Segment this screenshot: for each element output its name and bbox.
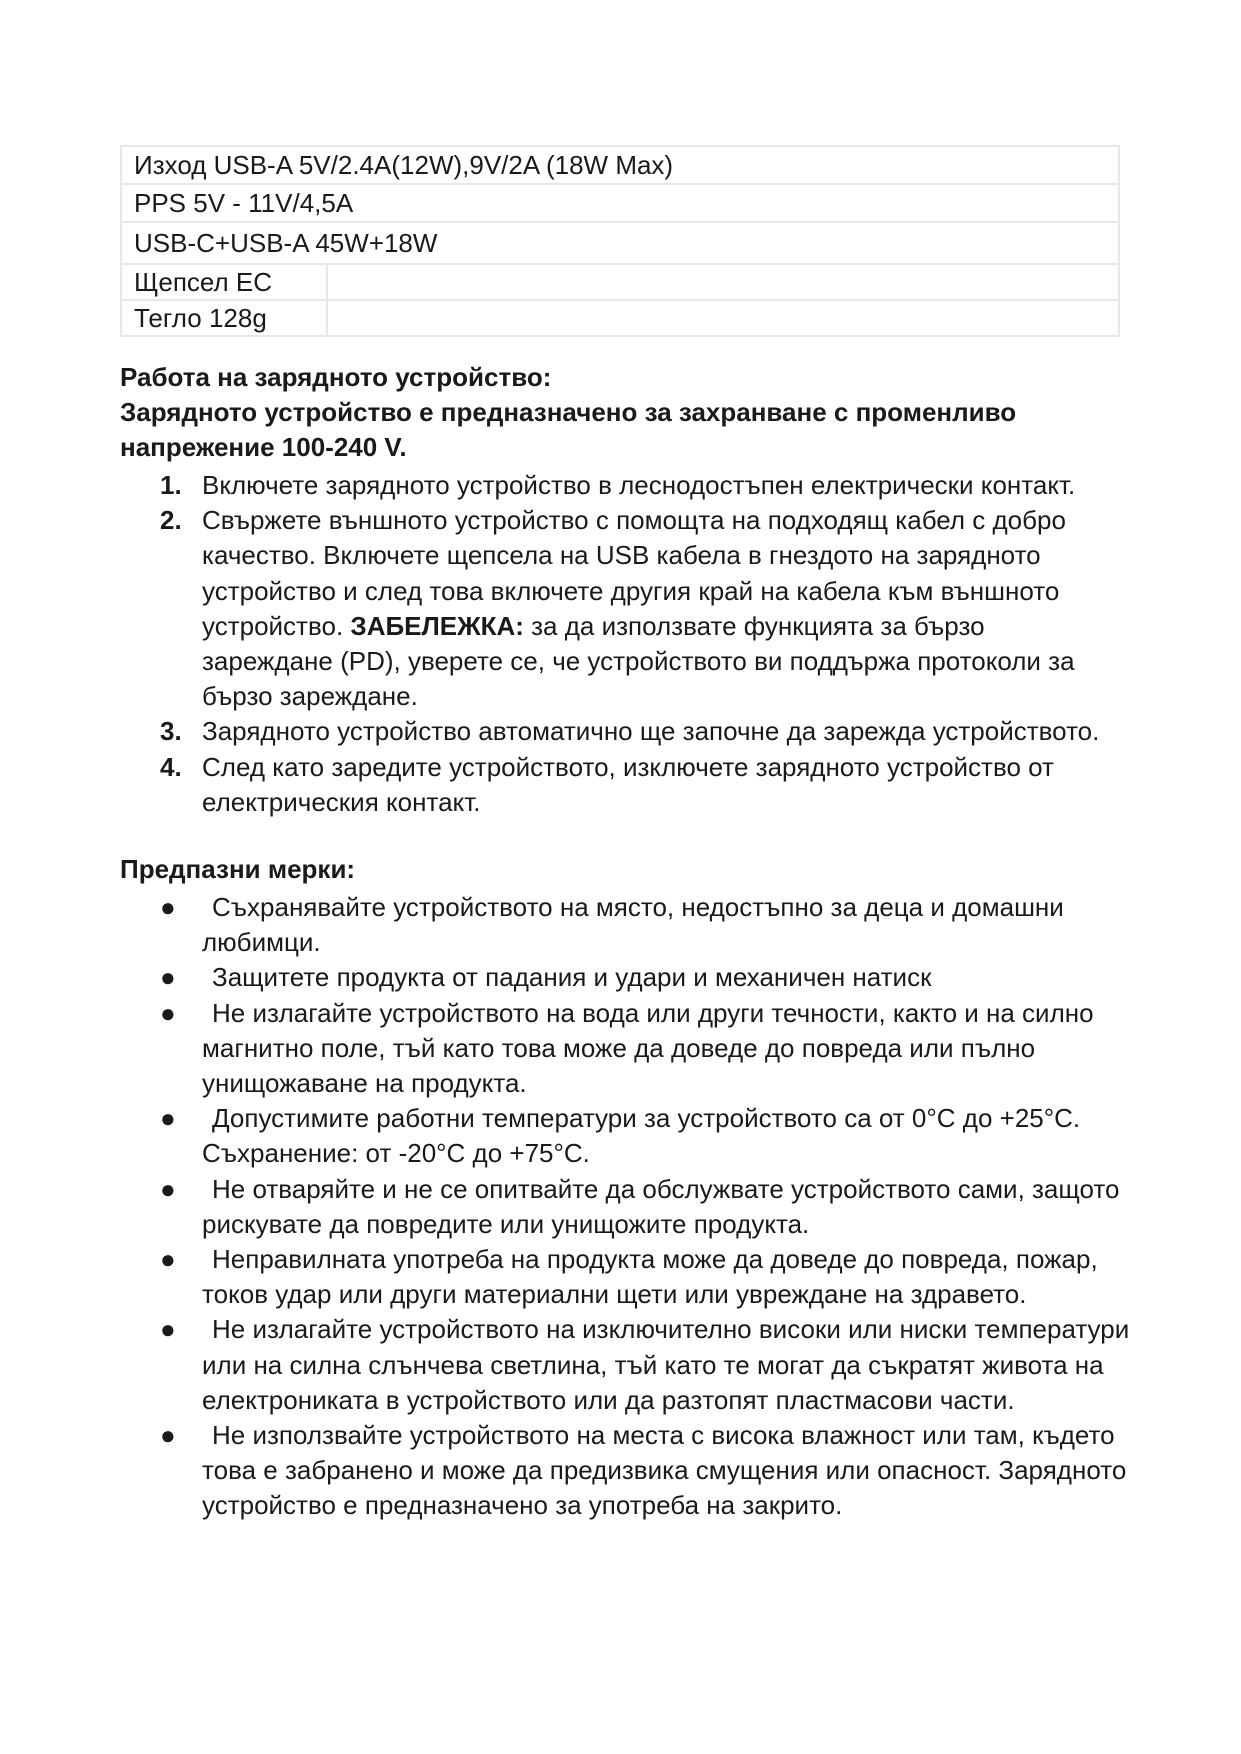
precaution-text: Не излагайте устройството на вода или други течности, както и на силно магнитно поле, тъй като това може да доведе до повреда или пълно унищожаване на продукта. <box>202 997 1094 1099</box>
precaution-item <box>160 890 1140 960</box>
precaution-item <box>160 1312 1140 1418</box>
operation-intro: Зарядното устройство е предназначено за захранване с променливо напрежение 100-240 V. <box>120 397 1017 462</box>
bullet-icon: ● <box>160 997 176 1028</box>
step-item <box>160 714 1120 749</box>
spec-value-cell <box>327 264 1119 300</box>
step-item <box>160 750 1120 820</box>
precaution-item <box>160 960 1140 995</box>
precaution-text: Защитете продукта от падания и удари и механичен натиск <box>212 962 932 993</box>
bullet-icon: ● <box>160 1173 176 1204</box>
precaution-item <box>160 1172 1140 1242</box>
spec-row <box>121 300 1119 336</box>
step-text: След като заредите устройството, изключете зарядното устройство от електрическия контакт. <box>202 751 1054 817</box>
precaution-item <box>160 996 1140 1102</box>
operation-heading: Работа на зарядното устройство: <box>120 362 552 392</box>
precaution-item <box>160 1242 1140 1312</box>
precaution-text: Не излагайте устройството на изключително високи или ниски температури или на силна слънчева светлина, тъй като те могат да съкратят живота на електрониката в устройството или да разтопят пластмасови части. <box>202 1314 1130 1415</box>
spec-row <box>121 146 1119 184</box>
bullet-icon: ● <box>160 1314 176 1345</box>
spec-cell: Изход USB-A 5V/2.4A(12W),9V/2A (18W Max) <box>121 146 1119 184</box>
step-text: Зарядното устройство автоматично ще започне да зарежда устройството. <box>202 716 1100 747</box>
bullet-icon: ● <box>160 892 176 922</box>
spec-table <box>120 145 1120 337</box>
spec-cell: Щепсел ЕС <box>121 264 327 300</box>
operation-steps <box>160 468 1120 820</box>
bullet-icon: ● <box>160 1244 176 1275</box>
spec-row <box>121 222 1119 264</box>
precaution-text: Не използвайте устройството на места с висока влажност или там, където това е забранено и може да предизвика смущения или опасност. Зарядното устройство е предназначено за употреба на закрито. <box>202 1420 1127 1521</box>
precautions-list <box>160 890 1140 1524</box>
precaution-text: Не отваряйте и не се опитвайте да обслужвате устройството сами, защото рискувате да повредите или унищожите продукта. <box>202 1173 1120 1239</box>
precaution-text: Неправилната употреба на продукта може да доведе до повреда, пожар, токов удар или други материални щети или увреждане на здравето. <box>202 1244 1098 1310</box>
bullet-icon: ● <box>160 1420 176 1451</box>
precaution-text: Допустимите работни температури за устройството са от 0°C до +25°C. Съхранение: от -20°C до +75°C. <box>202 1103 1081 1169</box>
step-item <box>160 503 1120 714</box>
precautions-heading: Предпазни мерки: <box>120 854 356 884</box>
spec-row <box>121 264 1119 300</box>
step-number: 4. <box>160 751 182 782</box>
precaution-item <box>160 1418 1140 1524</box>
spec-cell: USB-C+USB-A 45W+18W <box>121 222 1119 264</box>
spec-row <box>121 184 1119 222</box>
step-text: Свържете външното устройство с помощта на подходящ кабел с добро качество. Включете щепсела на USB кабела в гнездото на зарядното устройство и след това включете другия край на кабела към външното устройство. <box>202 505 1066 641</box>
step-number: 3. <box>160 716 182 747</box>
step-number: 2. <box>160 505 182 536</box>
precaution-item <box>160 1101 1140 1171</box>
step-text-after: за да използвате функцията за бързо зареждане (PD), уверете се, че устройството ви поддържа протоколи за бързо зареждане. <box>202 610 1075 712</box>
step-item <box>160 468 1120 503</box>
precaution-text: Съхранявайте устройството на място, недостъпно за деца и домашни любимци. <box>202 892 1064 958</box>
note-label: ЗАБЕЛЕЖКА: <box>350 610 524 641</box>
spec-value-cell <box>327 300 1119 336</box>
spec-cell: Тегло 128g <box>121 300 327 336</box>
spec-cell: PPS 5V - 11V/4,5A <box>121 184 1119 222</box>
step-text: Включете зарядното устройство в леснодостъпен електрически контакт. <box>202 470 1076 500</box>
bullet-icon: ● <box>160 1103 176 1134</box>
step-number: 1. <box>160 470 182 500</box>
bullet-icon: ● <box>160 962 176 993</box>
